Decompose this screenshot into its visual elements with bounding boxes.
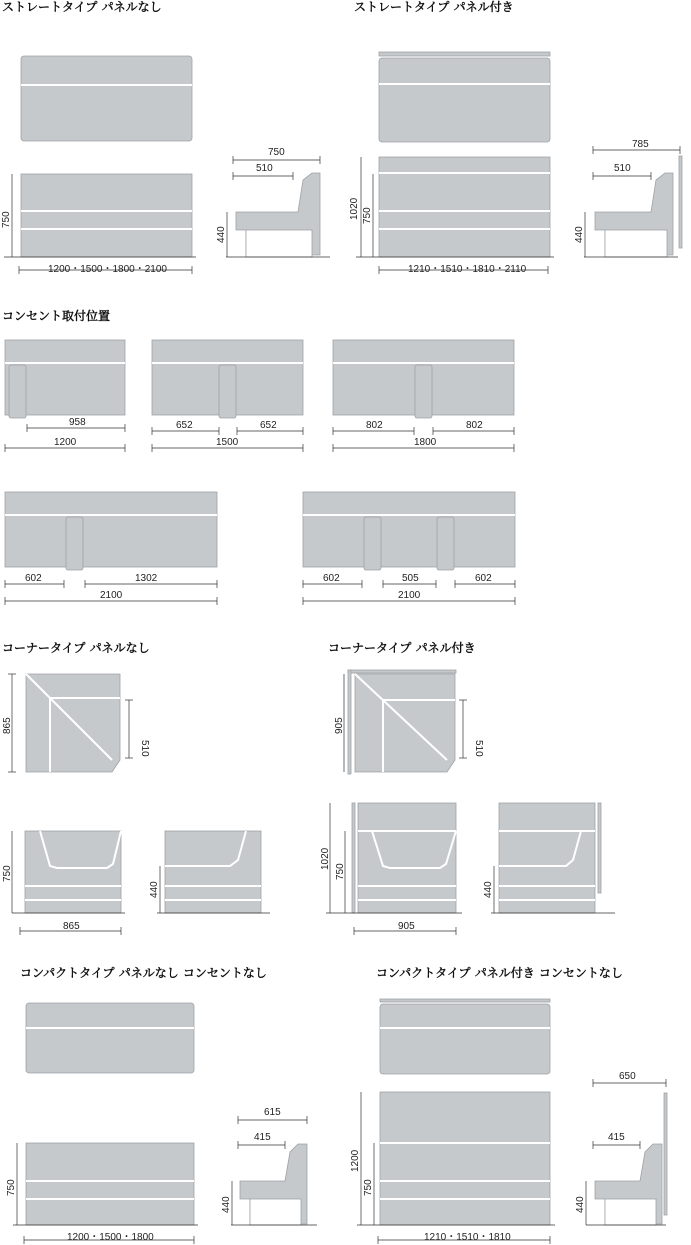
straight-no-panel-front-view [4,174,196,274]
outlet-1800-diagram [333,340,514,452]
section-title-corner-no-panel: コーナータイプ パネルなし [2,641,150,655]
s1-width-label: 1200・1500・1800・2100 [48,264,167,275]
o5-total-label: 2100 [398,590,421,601]
k2-height-total-label: 1200 [350,1149,361,1172]
outlet-2100-single-diagram [5,492,217,605]
k1-depth-seat-label: 415 [254,1132,271,1143]
o5-b-label: 505 [402,573,419,584]
straight-panel-side-view [584,146,682,257]
c1-depth-label: 865 [2,717,13,734]
section-title-straight-panel: ストレートタイプ パネル付き [354,0,514,14]
s2-depth-seat-label: 510 [614,163,631,174]
compact-no-panel-front-view [13,1143,198,1244]
c1-side-h-label: 440 [149,881,160,898]
k2-side-h-label: 440 [575,1196,586,1213]
compact-panel-front-view [357,1092,555,1244]
outlet-1500-diagram [152,340,303,452]
c1-height-label: 750 [2,865,13,882]
corner-no-panel-front-view [12,831,125,935]
o2-b-label: 652 [260,420,277,431]
k2-depth-total-label: 650 [619,1071,636,1082]
s2-height-total-label: 1020 [349,197,360,220]
c2-height-label: 750 [335,863,346,880]
s1-height-label: 750 [1,211,12,228]
o4-b-label: 1302 [135,573,158,584]
c2-side-h-label: 440 [483,881,494,898]
k2-depth-seat-label: 415 [608,1132,625,1143]
section-title-compact-panel: コンパクトタイプ パネル付き コンセントなし [376,966,623,980]
c2-width-label: 905 [398,921,415,932]
s2-width-label: 1210・1510・1810・2110 [408,264,527,275]
o4-total-label: 2100 [100,590,123,601]
k2-width-label: 1210・1510・1810 [424,1232,511,1243]
section-title-compact-no-panel: コンパクトタイプ パネルなし コンセントなし [20,966,267,980]
k1-depth-total-label: 615 [264,1107,281,1118]
section-title-straight-no-panel: ストレートタイプ パネルなし [2,0,162,14]
o1-a-label: 958 [69,417,86,428]
corner-no-panel-top-view [8,674,133,772]
k1-width-label: 1200・1500・1800 [67,1232,154,1243]
straight-panel-top-view [379,52,550,142]
o5-a-label: 602 [323,573,340,584]
corner-panel-front-view [326,803,462,935]
s2-height-label: 750 [362,207,373,224]
o2-a-label: 652 [176,420,193,431]
corner-panel-side-view [491,803,615,913]
straight-panel-front-view [356,157,554,274]
outlet-2100-double-diagram [303,492,515,605]
c2-seat-label: 510 [473,740,484,757]
o5-c-label: 602 [475,573,492,584]
outlet-1200-diagram [5,340,125,452]
section-title-outlet-position: コンセント取付位置 [2,309,111,323]
compact-panel-side-view [586,1079,667,1225]
s1-side-h-label: 440 [216,226,227,243]
k1-side-h-label: 440 [221,1196,232,1213]
o3-b-label: 802 [466,420,483,431]
k2-height-label: 750 [363,1179,374,1196]
o4-a-label: 602 [25,573,42,584]
straight-no-panel-top-view [21,56,192,141]
k1-height-label: 750 [6,1179,17,1196]
s1-depth-seat-label: 510 [256,163,273,174]
o2-total-label: 1500 [216,437,239,448]
c1-seat-label: 510 [139,740,150,757]
o1-total-label: 1200 [54,437,77,448]
c2-depth-label: 905 [334,717,345,734]
o3-a-label: 802 [366,420,383,431]
o3-total-label: 1800 [414,437,437,448]
corner-panel-top-view [344,670,467,774]
compact-no-panel-top-view [26,1003,194,1073]
compact-no-panel-side-view [231,1116,317,1225]
straight-no-panel-side-view [226,156,330,257]
s2-side-h-label: 440 [574,226,585,243]
c1-width-label: 865 [63,921,80,932]
s1-depth-total-label: 750 [268,147,285,158]
compact-panel-top-view [380,999,550,1074]
section-title-corner-panel: コーナータイプ パネル付き [328,641,476,655]
s2-depth-total-label: 785 [632,139,649,150]
c2-height-total-label: 1020 [320,847,331,870]
corner-no-panel-side-view [157,831,270,913]
